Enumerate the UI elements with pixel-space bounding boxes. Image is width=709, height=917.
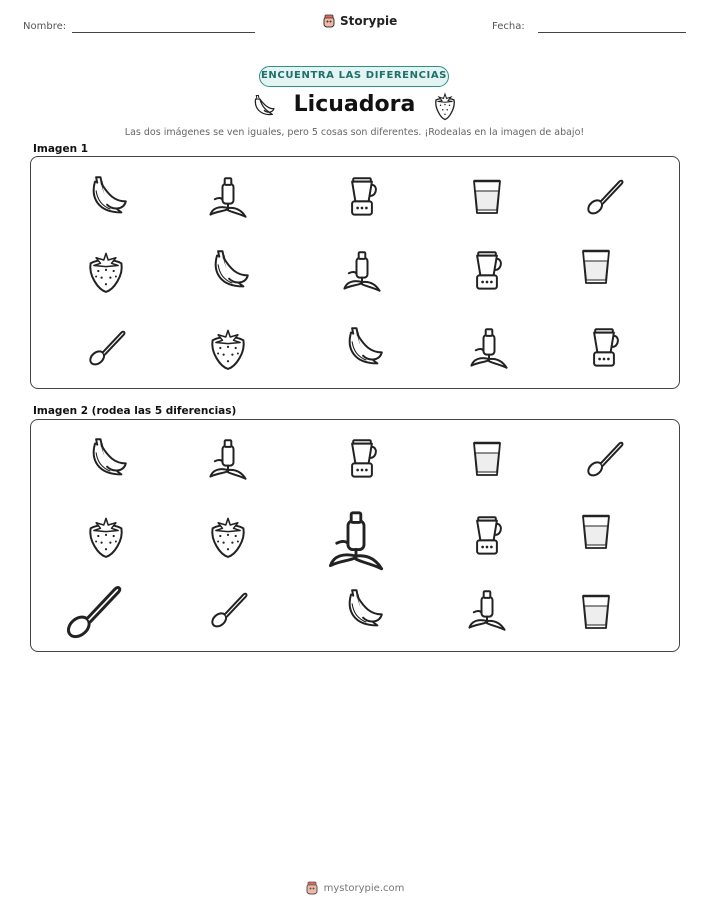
strawberry-icon [84, 249, 128, 293]
brand-logo [322, 14, 397, 28]
hand-blender-icon [340, 249, 384, 293]
hand-blender-icon[interactable] [465, 588, 509, 632]
brand-name: Storypie [340, 14, 398, 28]
spoon-icon [582, 175, 626, 219]
hand-blender-icon[interactable] [324, 508, 388, 572]
hand-blender-icon [467, 326, 511, 370]
strawberry-icon[interactable] [84, 514, 128, 558]
banana-icon[interactable] [340, 588, 384, 632]
image1-label: Imagen 1 [33, 143, 89, 155]
spoon-icon[interactable] [59, 579, 125, 645]
blender-icon[interactable] [340, 437, 384, 481]
blender-icon [465, 249, 509, 293]
glass-icon [576, 247, 616, 287]
glass-icon[interactable] [467, 439, 507, 479]
banana-icon[interactable] [84, 437, 128, 481]
name-line[interactable] [72, 32, 255, 33]
strawberry-icon[interactable] [206, 514, 250, 558]
page-title: Licuadora [293, 92, 416, 117]
instructions: Las dos imágenes se ven iguales, pero 5 cosas son diferentes. ¡Rodealas en la imagen de abajo! [124, 127, 585, 138]
activity-badge: ENCUENTRA LAS DIFERENCIAS [259, 66, 449, 87]
date-label: Fecha: [492, 21, 525, 32]
storypie-mascot-icon [305, 881, 319, 895]
hand-blender-icon[interactable] [206, 437, 250, 481]
glass-icon[interactable] [576, 592, 616, 632]
banana-icon [84, 175, 128, 219]
footer [0, 881, 709, 895]
date-line[interactable] [538, 32, 686, 33]
blender-icon[interactable] [465, 514, 509, 558]
footer-url: mystorypie.com [323, 882, 405, 894]
strawberry-icon [206, 326, 250, 370]
image2-label: Imagen 2 (rodea las 5 diferencias) [33, 405, 237, 417]
glass-icon[interactable] [576, 512, 616, 552]
spoon-icon[interactable] [206, 588, 250, 632]
strawberry-icon [430, 90, 460, 122]
spoon-icon[interactable] [582, 437, 626, 481]
storypie-mascot-icon [322, 14, 336, 28]
blender-icon [340, 175, 384, 219]
blender-icon [582, 326, 626, 370]
glass-icon [467, 177, 507, 217]
name-label: Nombre: [23, 21, 67, 32]
spoon-icon [84, 326, 128, 370]
banana-icon [206, 249, 250, 293]
hand-blender-icon [206, 175, 250, 219]
banana-icon [340, 326, 384, 370]
